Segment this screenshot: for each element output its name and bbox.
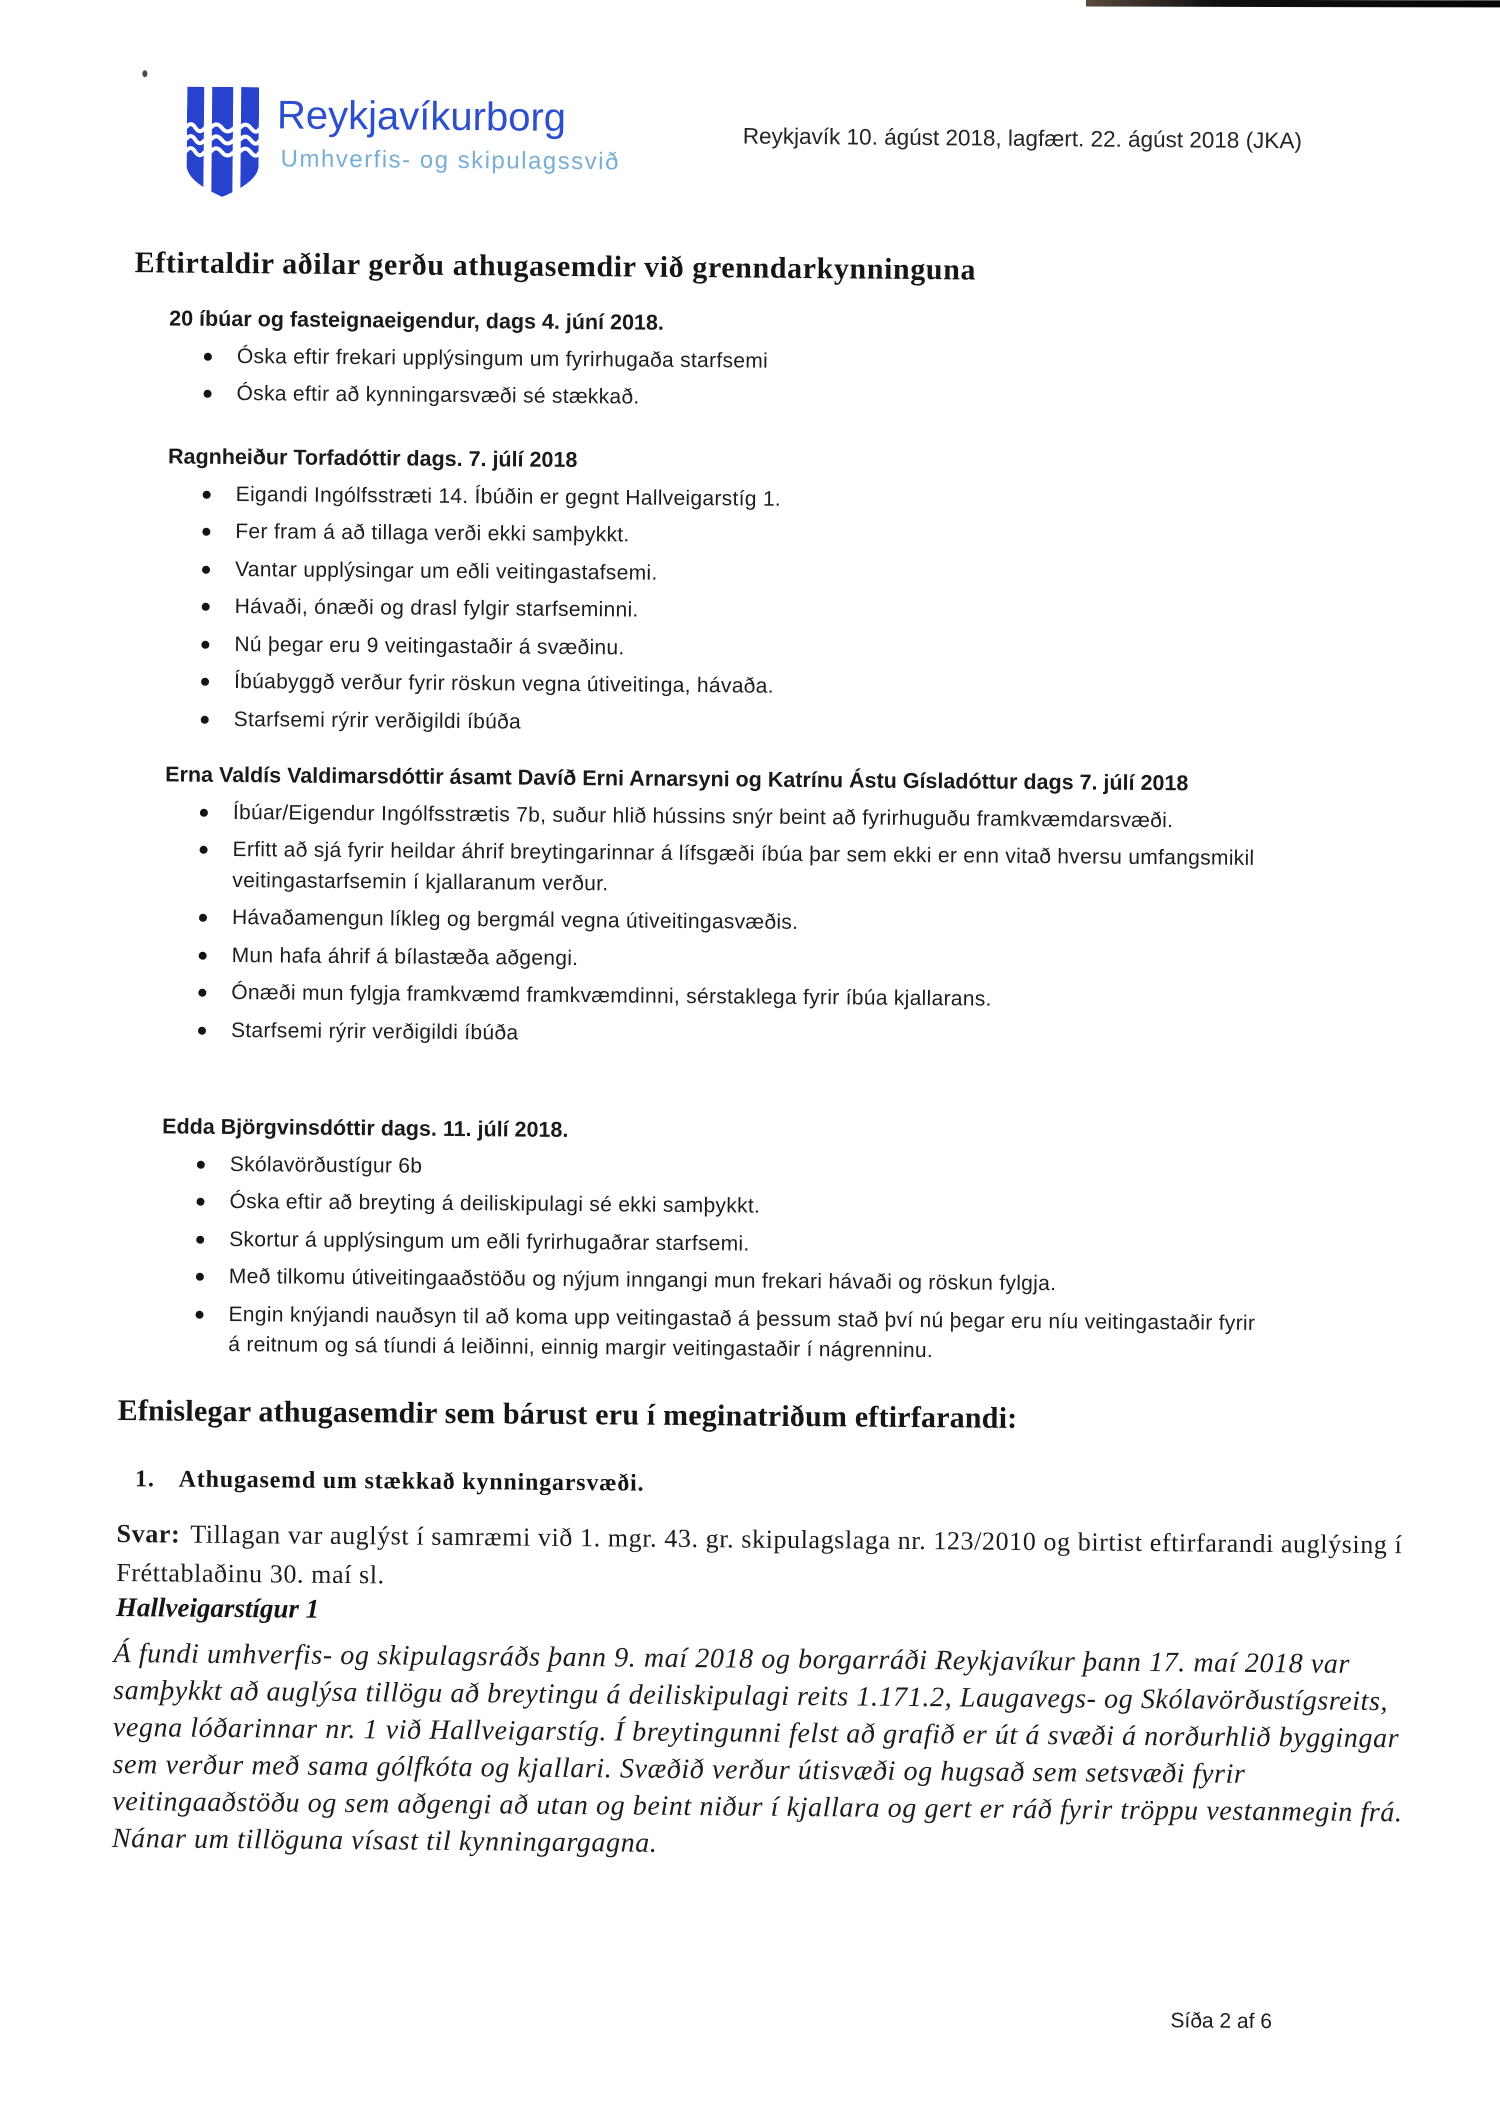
comment-section-edda — [118, 1114, 1455, 1378]
answer-text: Tillagan var auglýst í samræmi við 1. mgr. 43. gr. skipulagslaga nr. 123/2010 og birtist eftirfarandi auglýsing í Fréttablaðinu 30. maí sl. — [116, 1519, 1403, 1590]
answer-label: Svar: — [116, 1519, 181, 1549]
reykjavik-coat-of-arms-icon — [186, 87, 259, 203]
list-item: Óska eftir að kynningarsvæði sé stækkað. — [236, 379, 1276, 419]
list-item: Íbúar/Eigendur Ingólfsstrætis 7b, suður hlið hússins snýr beint að fyrirhuguðu framkvæmdarsvæði. — [233, 798, 1273, 838]
section-heading: 20 íbúar og fasteignaeigendur, dags 4. júní 2018. — [169, 306, 664, 335]
list-item: Ónæði mun fylgja framkvæmd framkvæmdinni, sérstaklega fyrir íbúa kjallarans. — [231, 978, 1271, 1018]
answer-paragraph — [116, 1514, 1412, 1603]
document-date-line: Reykjavík 10. ágúst 2018, lagfært. 22. ágúst 2018 (JKA) — [742, 123, 1302, 154]
list-item: Óska eftir að breyting á deiliskipulagi sé ekki samþykkt. — [229, 1187, 1269, 1227]
list-item: Vantar upplýsingar um eðli veitingastafsemi. — [235, 555, 1275, 595]
list-item: Starfsemi rýrir verðigildi íbúða — [231, 1016, 1271, 1056]
response-paragraph: Á fundi umhverfis- og skipulagsráðs þann 9. maí 2018 og borgarráði Reykjavíkur þann 17. maí 2018 var samþykkt að auglýsa tillögu að breytingu á deiliskipulagi reits 1.171.2, Laugavegs- og Skólavörðustígsreits, vegna lóðarinnar nr. 1 við Hallveigarstíg. Í breytingunni felst að grafið er út á svæði á norðurhlið byggingar sem verður með sama gólfkóta og kjallari. Svæðið verður útisvæði og hugsað sem setsvæði fyrir veitingaaðstöðu og sem aðgengi að utan og beint niður í kjallara og gert er ráð fyrir tröppu vestanmegin frá. Nánar um tillöguna vísast til kynningargagna. — [111, 1638, 1403, 1859]
list-item: Hávaði, ónæði og drasl fylgir starfseminni. — [235, 592, 1275, 632]
section-heading: Ragnheiður Torfadóttir dags. 7. júlí 2018 — [167, 444, 578, 473]
section-heading: Edda Björgvinsdóttir dags. 11. júlí 2018. — [162, 1114, 569, 1142]
list-item: Skortur á upplýsingum um eðli fyrirhugaðrar starfsemi. — [229, 1225, 1269, 1265]
list-item: Starfsemi rýrir verðigildi íbúða — [234, 705, 1274, 745]
numbered-comment-1 — [135, 1466, 645, 1497]
main-title: Eftirtaldir aðilar gerðu athugasemdir við grenndarkynninguna — [134, 246, 977, 287]
street-heading: Hallveigarstígur 1 — [115, 1592, 320, 1624]
bullet-list — [118, 1149, 1455, 1371]
scanner-edge-artifact — [1086, 0, 1500, 7]
organization-department: Umhverfis- og skipulagssvið — [280, 145, 621, 176]
list-item: Eigandi Ingólfsstræti 14. Íbúðin er gegnt Hallveigarstíg 1. — [236, 480, 1276, 520]
list-item: Skólavörðustígur 6b — [230, 1150, 1270, 1190]
bullet-list — [124, 479, 1461, 746]
item-text: Athugasemd um stækkað kynningarsvæði. — [178, 1466, 645, 1497]
comment-section-residents — [126, 306, 1462, 428]
section-heading: Erna Valdís Valdimarsdóttir ásamt Davíð Erni Arnarsyni og Katrínu Ástu Gísladóttur dags 7. júlí 2018 — [165, 762, 1189, 796]
comment-section-erna — [121, 762, 1458, 1064]
item-number: 1. — [134, 1466, 155, 1493]
list-item: Með tilkomu útiveitingaaðstöðu og nýjum inngangi mun frekari hávaði og röskun fylgja. — [229, 1262, 1269, 1302]
list-item: Nú þegar eru 9 veitingastaðir á svæðinu. — [234, 630, 1274, 670]
list-item: Óska eftir frekari upplýsingum um fyrirhugaða starfsemi — [237, 342, 1277, 382]
list-item: Erfitt að sjá fyrir heildar áhrif breytingarinnar á lífsgæði íbúa þar sem ekki er enn vitað hversu umfangsmikil veitingastarfsemin í kjallaranum verður. — [232, 835, 1272, 905]
organization-name: Reykjavíkurborg — [276, 93, 567, 140]
list-item: Íbúabyggð verður fyrir röskun vegna útiveitinga, hávaða. — [234, 667, 1274, 707]
bullet-list — [126, 341, 1462, 421]
substantive-comments-title: Efnislegar athugasemdir sem bárust eru í meginatriðum eftirfarandi: — [117, 1394, 1018, 1435]
list-item: Engin knýjandi nauðsyn til að koma upp veitingastað á þessum stað því nú þegar eru níu veitingastaðir fyrir á reitnum og sá tíundi á leiðinni, einnig margir veitingastaðir í nágrenninu. — [228, 1300, 1268, 1370]
list-item: Mun hafa áhrif á bílastæða aðgengi. — [232, 941, 1272, 981]
page-number: Síða 2 af 6 — [1170, 2009, 1273, 2034]
list-item: Fer fram á að tillaga verði ekki samþykkt. — [235, 517, 1275, 557]
bullet-list — [121, 797, 1458, 1057]
list-item: Hávaðamengun líkleg og bergmál vegna útiveitingasvæðis. — [232, 903, 1272, 943]
comment-section-ragnheidur — [124, 444, 1462, 753]
ink-speck-artifact — [142, 70, 147, 77]
